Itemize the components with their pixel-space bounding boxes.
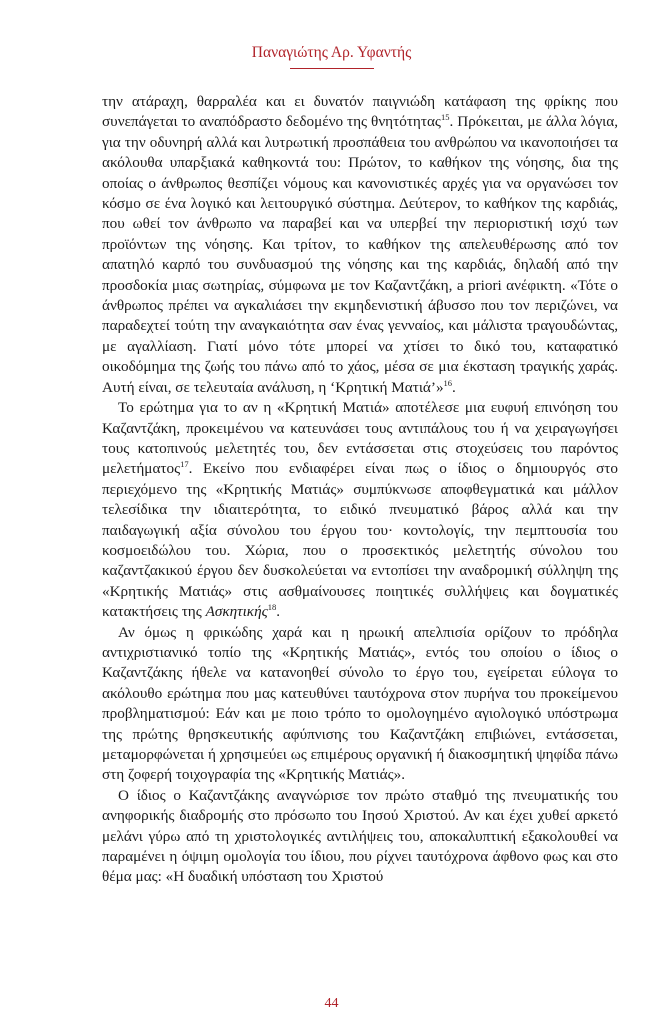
italic-text: Ασκητικής (205, 603, 268, 621)
text-run: . (452, 378, 456, 396)
header-rule (290, 68, 374, 69)
footnote-marker: 18 (267, 602, 277, 613)
paragraph (102, 786, 618, 888)
paragraph (102, 623, 618, 786)
text-run: Ο ίδιος ο Καζαντζάκης αναγνώρισε τον πρώτο σταθμό της πνευματικής του ανηφορικής διαδρομής στο πρόσωπο του Ιησού Χριστού. Αν και έχει χυθεί αρκετό μελάνι γύρω από τη χριστολογικές αντιλήψεις του, αποκαλυπτική εξακολουθεί να παραμένει η όψιμη ομολογία του ίδιου, που ρίχνει ταυτόχρονα άφθονο φως και στο θέμα μας: «Η δυαδική υπόσταση του Χριστού (102, 786, 618, 886)
text-run: . Πρόκειται, με άλλα λόγια, για την οδυνηρή αλλά και λυτρωτική προσπάθεια του ανθρώπου να ικανοποιήσει τα ακόλουθα υπαρξιακά καθηκοντά του: Πρώτον, το καθήκον της νόησης, δια της οποίας ο άνθρωπος θεσπίζει νόμους και κανονιστικές αρχές για να οργανώσει τον κόσμο σε ένα λογικό και λειτουργικό σύστημα. Δεύτερον, το καθήκον της καρδιάς, που ωθεί τον άνθρωπο να παραβεί και να υπερβεί την περιοριστική ισχύ των προϊόντων της νόησης. Και τρίτον, το καθήκον της απελευθέρωσης από τον απατηλό καρπό του συνδυασμού της νόησης και της καρδιάς, δηλαδή από την προσδοκία μιας σωτηρίας, σύμφωνα με τον Καζαντζάκη, a priori ανέφικτη. «Τότε ο άνθρωπος πρέπει να αγκαλιάσει την εκμηδενιστική άβυσσο που τον περιζώνει, να παραδεχτεί τούτη την αναγκαιότητα σαν ένας γενναίος, και μάλιστα τραγουδώντας, με αγαλλίαση. Γιατί μόνο τότε μπορεί να χτίσει το δικό του, καταφατικό οικοδόμημα της ζωής του πάνω από το χάος, μέσα σε μια έκσταση τραγικής χαράς. Αυτή είναι, σε τελευταία ανάλυση, η ‘Κρητική Ματιά’» (102, 113, 619, 396)
text-run: Αν όμως η φρικώδης χαρά και η ηρωική απελπισία ορίζουν το πρόδηλα αντιχριστιανικό τοπίο της «Κρητικής Ματιάς», εντός του οποίου ο ίδιος ο Καζαντζάκης ήθελε να κατανοηθεί σύνολο το έργο του, εγείρεται εύλογα το ακόλουθο ερώτημα που μας κατευθύνει ταυτόχρονα στον πυρήνα του προκείμενου προβληματισμού: Εάν και με ποιο τρόπο το ομολογημένο αγιολογικό υπόστρωμα της πρώτης θρησκευτικής αφύπνισης του Καζαντζάκη επιβιώνει, εντάσσεται, μεταμορφώνεται ή χρησιμεύει ως επιμέρους οργανική ή διακοσμητική ψηφίδα πάνω στη ζοφερή τοιχογραφία της «Κρητικής Ματιάς». (102, 623, 618, 784)
text-run: . (276, 603, 281, 621)
text-run: την ατάραχη, θαρραλέα και ει δυνατόν παιγνιώδη κατάφαση της φρίκης που συνεπάγεται το αναπόδραστο δεδομένο της θνητότητας (102, 93, 618, 131)
footnote-marker: 15 (440, 112, 450, 123)
running-header: Παναγιώτης Αρ. Υφαντής (251, 44, 412, 61)
body-text (102, 92, 618, 888)
paragraph (102, 398, 618, 622)
footnote-marker: 16 (443, 377, 453, 388)
text-run: . Εκείνο που ενδιαφέρει είναι πως ο ίδιος ο δημιουργός στο περιεχόμενο της «Κρητικής Ματιάς» συμπύκνωσε αποφθεγματικά και μάλλον τελεσίδικα την ιδιαιτερότητα, το ειδικό πνευματικό βάρος αλλά και την παιδαγωγική αξία σύνολου του έργου του· κοντολογίς, την πεμπτουσία του κοσμοειδώλου του. Χώρια, που ο προσεκτικός μελετητής σύνολου του καζαντζακικού έργου δεν δυσκολεύεται να εντοπίσει την αναδρομική σύλληψη της «Κρητικής Ματιάς» στις ασθμαίνουσες ποιητικές συλλήψεις και δογματικές κατακτήσεις της (102, 460, 618, 621)
footnote-marker: 17 (180, 459, 189, 470)
paragraph (102, 92, 618, 398)
page-number: 44 (324, 996, 339, 1011)
text-run: Το ερώτημα για το αν η «Κρητική Ματιά» αποτέλεσε μια ευφυή επινόηση του Καζαντζάκη, προκειμένου να κατευνάσει τους αντιπάλους του ή να χειραγωγήσει τους κατοπινούς μελετητές του, δεν εντάσσεται στις στοχεύσεις του παρόντος μελετήματος (102, 399, 618, 478)
